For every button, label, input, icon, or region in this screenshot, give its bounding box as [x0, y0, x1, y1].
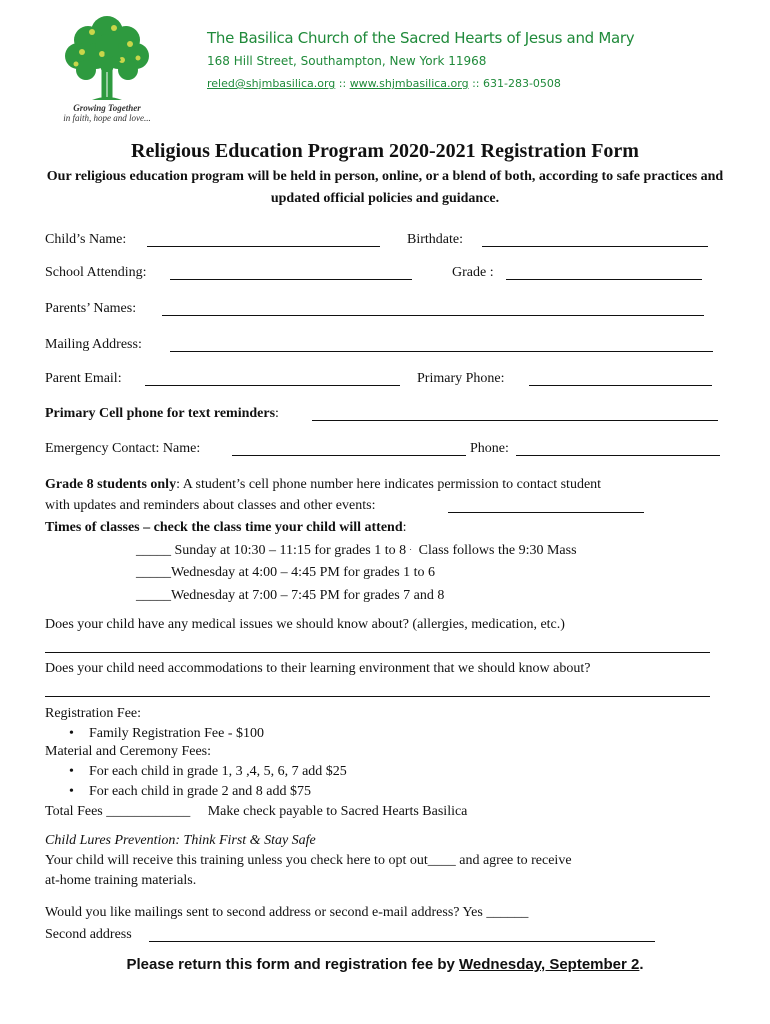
church-phone: 631-283-0508 [483, 77, 561, 90]
grade8-notice [45, 477, 601, 493]
form-intro: Our religious education program will be held in person, online, or a blend of both, according to safe practices and updated official policies and guidance. [46, 169, 724, 206]
tagline-line1: Growing Together [73, 103, 141, 113]
grade8-label: Grade 8 students only [45, 477, 177, 492]
website-link[interactable]: www.shjmbasilica.org [349, 77, 469, 90]
grade8-text-1: : A student’s cell phone number here indicates permission to contact student [176, 477, 602, 492]
primary-cell-field[interactable] [312, 420, 718, 421]
primary-phone-field[interactable] [529, 385, 712, 386]
total-fees-label[interactable]: Total Fees ____________ [45, 804, 191, 819]
time-option-wednesday-early[interactable] [136, 565, 435, 581]
child-lures-heading: Child Lures Prevention: Think First & Stay Safe [45, 833, 316, 848]
child-name-field[interactable] [147, 246, 380, 247]
parents-names-label: Parents’ Names: [45, 301, 137, 316]
return-instructions [0, 956, 770, 973]
tagline-line2: in faith, hope and love... [63, 113, 151, 123]
grade8-text-2: with updates and reminders about classes and other events: [45, 498, 376, 513]
church-name: The Basilica Church of the Sacred Hearts of Jesus and Mary [207, 29, 635, 47]
time-option-text: Wednesday at 7:00 – 7:45 PM for grades 7 and 8 [171, 588, 445, 603]
grade-label: Grade : [452, 265, 494, 280]
tree-icon [52, 10, 162, 105]
registration-fee-label: Registration Fee: [45, 706, 142, 721]
medical-question: Does your child have any medical issues we should know about? (allergies, medication, etc.) [45, 617, 565, 632]
parent-email-field[interactable] [145, 385, 400, 386]
time-option-sunday[interactable]: _____ Sunday at 10:30 – 11:15 for grades 1 to 8 . Class follows the 9:30 Mass [136, 543, 577, 558]
time-option-text: Wednesday at 4:00 – 4:45 PM for grades 1 to 6 [171, 565, 436, 580]
emergency-phone-field[interactable] [516, 455, 720, 456]
logo-tagline [52, 103, 162, 123]
primary-phone-label: Primary Phone: [417, 371, 505, 386]
child-name-label: Child’s Name: [45, 232, 127, 247]
parent-email-label: Parent Email: [45, 371, 122, 386]
mailing-address-field[interactable] [170, 351, 713, 352]
material-fees-label: Material and Ceremony Fees: [45, 744, 212, 759]
time-option-wednesday-late[interactable] [136, 588, 444, 604]
return-suffix: . [639, 956, 644, 973]
time-option-note: Class follows the 9:30 Mass [418, 543, 577, 558]
separator: :: [335, 77, 350, 90]
colon: : [275, 406, 279, 421]
church-contact [207, 77, 561, 90]
email-link[interactable]: reled@shjmbasilica.org [207, 77, 336, 90]
accommodations-question: Does your child need accommodations to their learning environment that we should know about? [45, 661, 591, 676]
child-lures-line-2: at-home training materials. [45, 873, 197, 888]
form-title: Religious Education Program 2020-2021 Registration Form [131, 140, 639, 162]
church-address: 168 Hill Street, Southampton, New York 11968 [207, 54, 487, 68]
mailing-address-label: Mailing Address: [45, 337, 142, 352]
time-checkbox-blank[interactable]: _____ [136, 588, 171, 603]
parents-names-field[interactable] [162, 315, 704, 316]
accommodations-answer-field[interactable] [45, 696, 710, 697]
return-deadline: Wednesday, September 2 [459, 956, 640, 973]
family-fee-item: • Family Registration Fee - $100 [45, 724, 264, 744]
second-address-label: Second address [45, 927, 132, 942]
emergency-name-field[interactable] [232, 455, 466, 456]
child-lures-line-1[interactable]: Your child will receive this training unless you check here to opt out____ and agree to receive [45, 853, 572, 868]
grade8-cell-field[interactable] [448, 512, 644, 513]
total-fees [45, 804, 467, 820]
times-heading-text: Times of classes – check the class time your child will attend [45, 520, 403, 535]
birthdate-label: Birthdate: [407, 232, 463, 247]
time-checkbox-blank[interactable]: _____ [136, 543, 175, 558]
material-fees-list [45, 762, 347, 802]
grade-fee-item: • For each child in grade 2 and 8 add $75 [45, 782, 347, 802]
grade-field[interactable] [506, 279, 702, 280]
birthdate-field[interactable] [482, 246, 708, 247]
school-label: School Attending: [45, 265, 147, 280]
second-address-field[interactable] [149, 941, 655, 942]
check-payable-note: Make check payable to Sacred Hearts Basilica [207, 804, 468, 819]
emergency-contact-label: Emergency Contact: Name: [45, 441, 201, 456]
separator: :: [468, 77, 483, 90]
colon: : [402, 520, 407, 535]
medical-answer-field[interactable] [45, 652, 710, 653]
time-option-text: Sunday at 10:30 – 11:15 for grades 1 to 8 [174, 543, 407, 558]
primary-cell-text: Primary Cell phone for text reminders [45, 406, 276, 421]
registration-fee-list [45, 724, 264, 744]
primary-cell-label [45, 406, 279, 422]
return-prefix: Please return this form and registration fee by [126, 956, 460, 973]
time-checkbox-blank[interactable]: _____ [136, 565, 171, 580]
school-field[interactable] [170, 279, 412, 280]
grade-fee-item: • For each child in grade 1, 3 ,4, 5, 6, 7 add $25 [45, 762, 347, 782]
mailings-question[interactable]: Would you like mailings sent to second address or second e-mail address? Yes ______ [45, 905, 529, 920]
emergency-phone-label: Phone: [470, 441, 509, 456]
times-heading [45, 520, 407, 536]
